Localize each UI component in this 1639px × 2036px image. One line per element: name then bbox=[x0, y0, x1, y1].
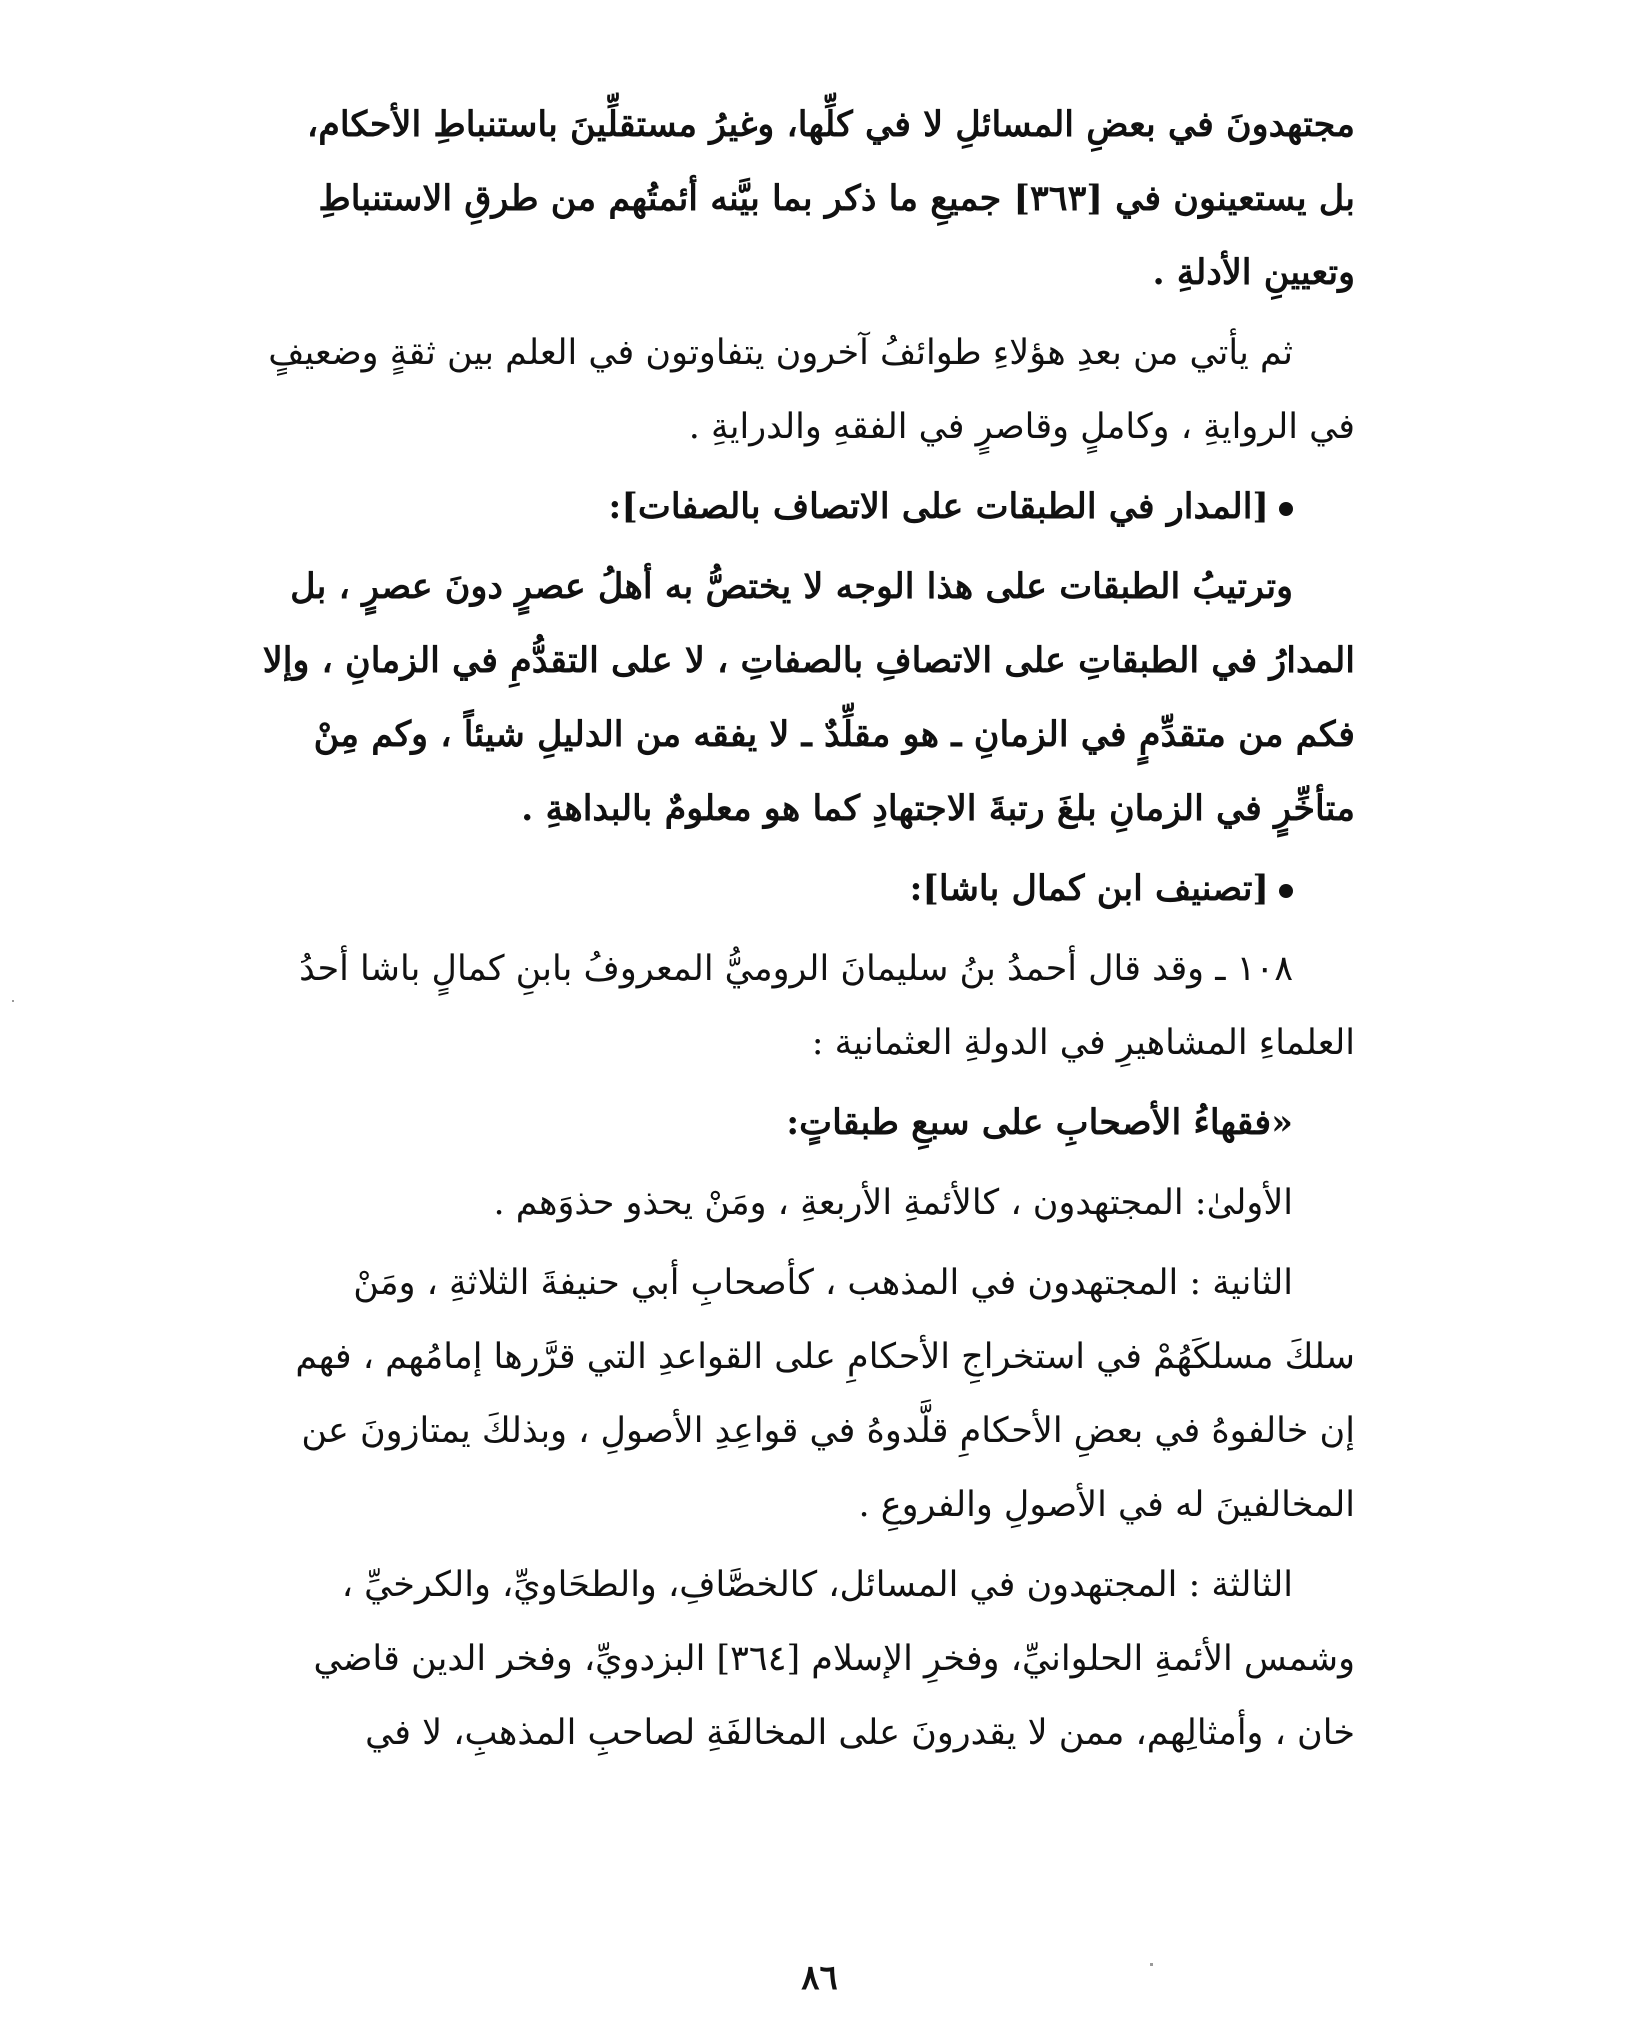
section-heading-1 bbox=[165, 470, 1355, 544]
text-line: وشمس الأئمةِ الحلوانيِّ، وفخرِ الإسلام [٣٦٤] البزدويِّ، وفخر الدين قاضي bbox=[313, 1639, 1355, 1679]
paragraph-3 bbox=[165, 550, 1355, 846]
text-line: الثانية : المجتهدون في المذهب ، كأصحابِ أبي حنيفةَ الثلاثةِ ، ومَنْ bbox=[353, 1263, 1293, 1303]
text-line: إن خالفوهُ في بعضِ الأحكامِ قلَّدوهُ في قواعِدِ الأصولِ ، وبذلكَ يمتازونَ عن bbox=[301, 1411, 1355, 1451]
bullet-icon bbox=[1279, 884, 1293, 898]
scan-speck bbox=[1150, 1963, 1153, 1966]
page-number: ٨٦ bbox=[801, 1958, 838, 1998]
text-line: المدارُ في الطبقاتِ على الاتصافِ بالصفاتِ ، لا على التقدُّمِ في الزمانِ ، وإلا bbox=[262, 640, 1355, 681]
text-line: العلماءِ المشاهيرِ في الدولةِ العثمانية : bbox=[811, 1023, 1355, 1063]
text-line: خان ، وأمثالِهم، ممن لا يقدرونَ على المخالفَةِ لصاحبِ المذهبِ، لا في bbox=[365, 1713, 1355, 1753]
text-line: فكم من متقدِّمٍ في الزمانِ ـ هو مقلِّدٌ ـ لا يفقه من الدليلِ شيئاً ، وكم مِنْ bbox=[313, 714, 1355, 755]
text-line: الثالثة : المجتهدون في المسائل، كالخصَّافِ، والطحَاويِّ، والكرخيِّ ، bbox=[341, 1565, 1293, 1605]
heading-text: [تصنيف ابن كمال باشا]: bbox=[909, 868, 1269, 909]
heading-text: [المدار في الطبقات على الاتصاف بالصفات]: bbox=[608, 486, 1269, 527]
text-line: وترتيبُ الطبقات على هذا الوجه لا يختصُّ به أهلُ عصرٍ دونَ عصرٍ ، بل bbox=[290, 566, 1293, 607]
text-line: المخالفينَ له في الأصولِ والفروعِ . bbox=[858, 1485, 1355, 1525]
section-heading-2 bbox=[165, 852, 1355, 926]
text-line: «فقهاءُ الأصحابِ على سبعِ طبقاتٍ: bbox=[786, 1102, 1293, 1143]
text-line: في الروايةِ ، وكاملٍ وقاصرٍ في الفقهِ والدرايةِ . bbox=[688, 407, 1355, 447]
text-line: بل يستعينون في [٣٦٣] جميعِ ما ذكر بما بيَّنه أئمتُهم من طرقِ الاستنباطِ bbox=[318, 178, 1355, 219]
paragraph-4 bbox=[165, 932, 1355, 1080]
text-line: متأخِّرٍ في الزمانِ بلغَ رتبةَ الاجتهادِ كما هو معلومٌ بالبداهةِ . bbox=[521, 788, 1355, 829]
paragraph-6 bbox=[165, 1246, 1355, 1542]
text-line: ثم يأتي من بعدِ هؤلاءِ طوائفُ آخرون يتفاوتون في العلم بين ثقةٍ وضعيفٍ bbox=[268, 333, 1293, 373]
text-line: وتعيينِ الأدلةِ . bbox=[1152, 252, 1355, 293]
quote-intro bbox=[165, 1086, 1355, 1160]
paragraph-2 bbox=[165, 316, 1355, 464]
scan-speck bbox=[12, 1000, 14, 1002]
paragraph-5 bbox=[165, 1166, 1355, 1240]
text-line: ١٠٨ ـ وقد قال أحمدُ بنُ سليمانَ الروميُّ المعروفُ بابنِ كمالٍ باشا أحدُ bbox=[299, 949, 1293, 989]
bullet-icon bbox=[1279, 502, 1293, 516]
text-line: سلكَ مسلكَهُمْ في استخراجِ الأحكامِ على القواعدِ التي قرَّرها إمامُهم ، فهم bbox=[295, 1337, 1355, 1377]
text-line: مجتهدونَ في بعضِ المسائلِ لا في كلِّها، وغيرُ مستقلِّينَ باستنباطِ الأحكام، bbox=[306, 104, 1355, 145]
paragraph-1 bbox=[165, 88, 1355, 310]
body-text bbox=[165, 88, 1355, 1776]
text-line: الأولىٰ: المجتهدون ، كالأئمةِ الأربعةِ ، ومَنْ يحذو حذوَهم . bbox=[493, 1183, 1293, 1223]
paragraph-7 bbox=[165, 1548, 1355, 1770]
